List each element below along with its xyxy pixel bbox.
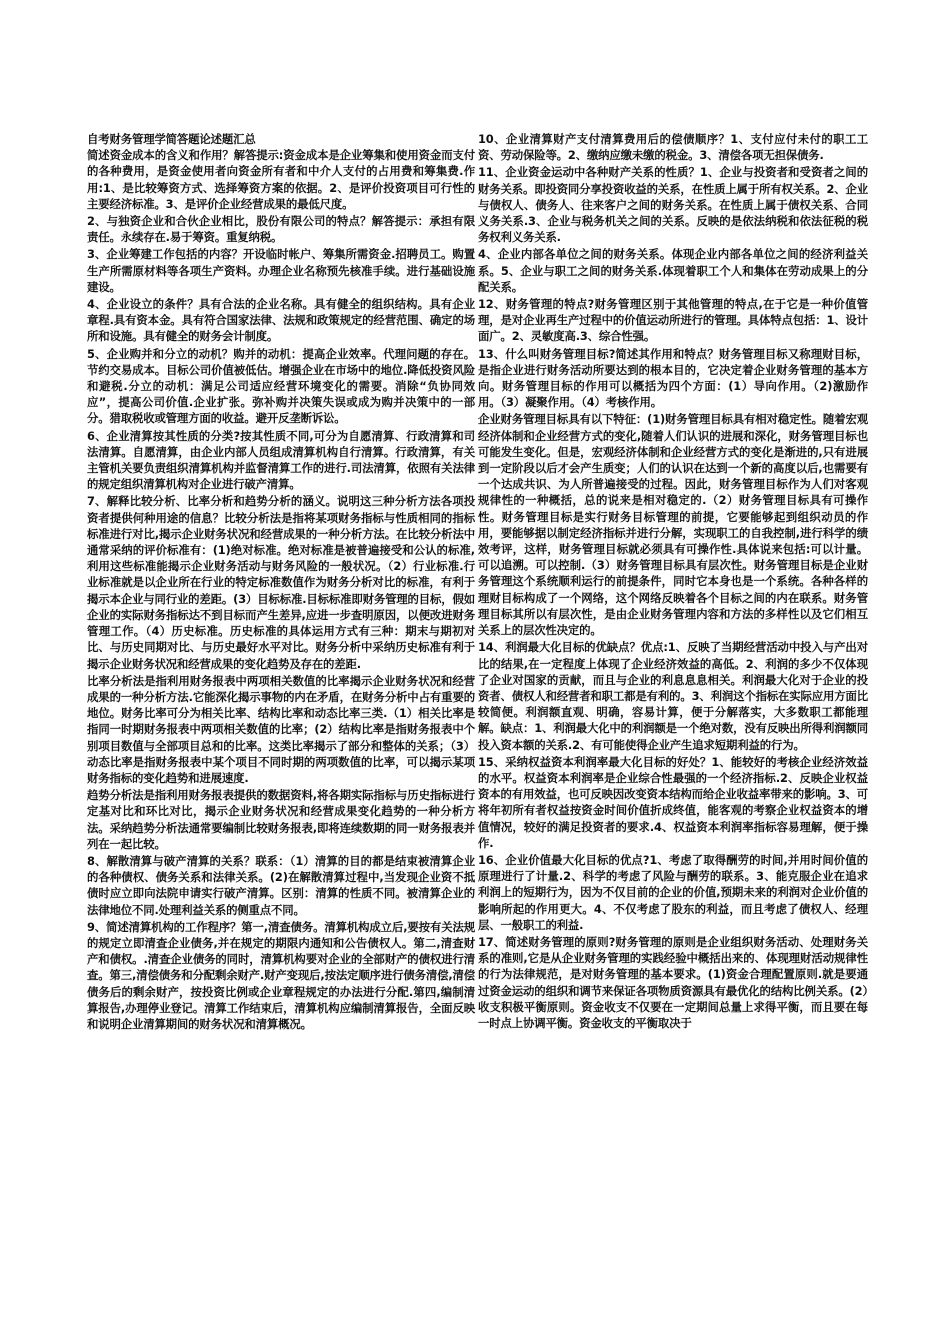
paragraph: 15、采纳权益资本利润率最大化目标的好处？1、能较好的考核企业经济效益的水平。权益资本利润率是企业综合性最强的一个经济指标.2、反映企业权益资本的有用效益，也可反映因改变资本结构而给企业收益率带来的影响。3、可将年初所有者权益按资金时间价值折成终值，能客观的考察企业权益资本的增值情况，较好的满足投资者的要求.4、权益资本利润率指标容易理解，便于操作. — [478, 754, 868, 850]
paragraph: 企业财务管理目标具有以下特征：(1)财务管理目标具有相对稳定性。随着宏观经济体制和企业经营方式的变化,随着人们认识的进展和深化，财务管理目标也可能发生变化。但是，宏观经济体制和企业经营方式的变化是渐进的,只有进展到一定阶段以后才会产生质变；人们的认识在达到一个新的高度以后,也需要有一个达成共识、为人所普遍接受的过程。因此，财务管理目标作为人们对客观规律性的一种概括，总的说来是相对稳定的.（2）财务管理目标具有可操作性。财务管理目标是实行财务目标管理的前提，它要能够起到组织动员的作用，要能够据以制定经济指标并进行分解，实现职工的自我控制,进行科学的绩效考评，这样，财务管理目标就必须具有可操作性.具体说来包括:可以计量。可以追溯。可以控制.（3）财务管理目标具有层次性。财务管理目标是企业财务管理这个系统顺利运行的前提条件，同时它本身也是一个系统。各种各样的理财目标构成了一个网络，这个网络反映着各个目标之间的内在联系。财务管理目标其所以有层次性，是由企业财务管理内容和方法的多样性以及它们相互关系上的层次性决定的。 — [478, 412, 868, 638]
paragraph: 趋势分析法是指利用财务报表提供的数据资料,将各期实际指标与历史指标进行定基对比和环比对比，揭示企业财务状况和经营成果变化趋势的一种分析方法。采纳趋势分析法通常要编制比较财务报表,即将连续数期的同一财务报表并列在一起比较。 — [87, 788, 475, 851]
paragraph: 14、利润最大化目标的优缺点？优点:1、反映了当期经营活动中投入与产出对比的结果,在一定程度上体现了企业经济效益的高低。2、利润的多少不仅体现了企业对国家的贡献，而且与企业的利息息息相关。利润最大化对于企业的投资者、债权人和经营者和职工都是有利的。3、利润这个指标在实际应用方面比较简便。利润额直观、明确，容易计算，便于分解落实，大多数职工都能理解。缺点：1、利润最大化中的利润额是一个绝对数，没有反映出所得利润额同投入资本额的关系.2、有可能使得企业产生追求短期利益的行为。 — [478, 640, 868, 752]
right-column — [478, 131, 868, 1032]
left-column — [87, 131, 475, 1033]
paragraph: 8、解散清算与破产清算的关系？联系：（1）清算的目的都是结束被清算企业的各种债权、债务关系和法律关系。(2)在解散清算过程中,当发现企业资不抵债时应立即向法院申请实行破产清算。区别：清算的性质不同。被清算企业的法律地位不同.处理利益关系的侧重点不同。 — [87, 853, 475, 917]
paragraph: 11、企业资金运动中各种财产关系的性质？1、企业与投资者和受资者之间的财务关系。即投资同分享投资收益的关系，在性质上属于所有权关系。2、企业与债权人、债务人、往来客户之间的财务关系。在性质上属于债权关系、合同义务关系.3、企业与税务机关之间的关系。反映的是依法纳税和依法征税的税务权利义务关系. — [478, 165, 868, 245]
paragraph: 4、企业设立的条件？具有合法的企业名称。具有健全的组织结构。具有企业章程.具有资本金。具有符合国家法律、法规和政策规定的经营范围、确定的场所和设施。具有健全的财务会计制度。 — [87, 297, 475, 344]
paragraph: 6、企业清算按其性质的分类?按其性质不同,可分为自愿清算、行政清算和司法清算。自愿清算，由企业内部人员组成清算机构自行清算。行政清算，有关主管机关要负责组织清算机构并监督清算工作的进行.司法清算，依照有关法律的规定组织清算机构对企业进行破产清算。 — [87, 428, 475, 492]
paragraph: 17、简述财务管理的原则?财务管理的原则是企业组织财务活动、处理财务关系的准则,它是从企业财务管理的实践经验中概括出来的、体现理财活动规律性的行为法律规范，是对财务管理的基本要求。(1)资金合理配置原则.就是要通过资金运动的组织和调节来保证各项物质资源具有最优化的结构比例关系。(2）收支积极平衡原则。资金收支不仅要在一定期间总量上求得平衡，而且要在每一时点上协调平衡。资金收支的平衡取决于 — [478, 934, 868, 1030]
paragraph: 比率分析法是指利用财务报表中两项相关数值的比率揭示企业财务状况和经营成果的一种分析方法.它能深化揭示事物的内在矛盾，在财务分析中占有重要的地位。财务比率可分为相关比率、结构比率和动态比率三类.（1）相关比率是指同一时期财务报表中两项相关数值的比率；(2）结构比率是指财务报表中个别项目数值与全部项目总和的比率。这类比率揭示了部分和整体的关系；（3）动态比率是指财务报表中某个项目不同时期的两项数值的比率，可以揭示某项财务指标的变化趋势和进展速度. — [87, 673, 475, 785]
paragraph: 16、企业价值最大化目标的优点?1、考虑了取得酬劳的时间,并用时间价值的原理进行了计量.2、科学的考虑了风险与酬劳的联系。3、能克服企业在追求利润上的短期行为，因为不仅目前的企业的价值,预期未来的利润对企业价值的影响所起的作用更大。4、不仅考虑了股东的利益，而且考虑了债权人、经理层、一般职工的利益. — [478, 852, 868, 932]
paragraph: 12、财务管理的特点?财务管理区别于其他管理的特点,在于它是一种价值管理，是对企业再生产过程中的价值运动所进行的管理。具体特点包括：1、设计面广。2、灵敏度高.3、综合性强。 — [478, 297, 868, 344]
document-title: 自考财务管理学简答题论述题汇总 — [87, 132, 256, 146]
paragraph: 7、解释比较分析、比率分析和趋势分析的涵义。说明这三种分析方法各项投资者提供何种用途的信息？比较分析法是指将某项财务指标与性质相同的指标标准进行对比,揭示企业财务状况和经营成果的一种分析方法。在比较分析法中通常采纳的评价标准有：(1)绝对标准。绝对标准是被普遍接受和公认的标准,利用这些标准能揭示企业财务活动与财务风险的一般状况。（2）行业标准.行业标准就是以企业所在行业的特定标准数值作为财务分析对比的标准，有利于揭示本企业与同行业的差距。(3）目标标准.目标标准即财务管理的目标，假如企业的实际财务指标达不到目标而产生差异,应进一步查明原因，以便改进财务管理工作。（4）历史标准。历史标准的具体运用方式有三种：期末与期初对比、与历史同期对比、与历史最好水平对比。财务分析中采纳历史标准有利于揭示企业财务状况和经营成果的变化趋势及存在的差距. — [87, 494, 475, 671]
paragraph: 10、企业清算财产支付清算费用后的偿债顺序？1、支付应付未付的职工工资、劳动保险等。2、缴纳应缴未缴的税金。3、清偿各项无担保债务. — [478, 132, 868, 163]
paragraph: 9、简述清算机构的工作程序？第一,清查债务。清算机构成立后,要按有关法规的规定立即清查企业债务,并在规定的期限内通知和公告债权人。第二,清查财产和债权。.清查企业债务的同时，清算机构要对企业的全部财产的债权进行清查。第三,清偿债务和分配剩余财产.财产变现后,按法定顺序进行债务清偿,清偿债务后的剩余财产，按投资比例或企业章程规定的办法进行分配.第四,编制清算报告,办理停业登记。清算工作结束后，清算机构应编制清算报告，全面反映和说明企业清算期间的财务状况和清算概况。 — [87, 919, 475, 1031]
paragraph: 13、什么叫财务管理目标?简述其作用和特点？财务管理目标又称理财目标，是指企业进行财务活动所要达到的根本目的，它决定着企业财务管理的基本方向。财务管理目标的作用可以概括为四个方面：(1）导向作用。（2)激励作用。（3）凝聚作用。（4）考核作用。 — [478, 346, 868, 410]
paragraph: 3、企业筹建工作包括的内容？开设临时帐户、筹集所需资金.招聘员工。购置生产所需原材料等各项生产资料。办理企业名称预先核准手续。进行基础设施建设。 — [87, 247, 475, 294]
paragraph: 5、企业购并和分立的动机？购并的动机：提高企业效率。代理问题的存在。节约交易成本。目标公司价值被低估。增强企业在市场中的地位.降低投资风险和避税.分立的动机：满足公司适应经营环境变化的需要。消除“负协同效应”，提高公司价值.企业扩张。弥补购并决策失误或成为购并决策中的一部分。猎取税收或管理方面的收益。避开反垄断诉讼。 — [87, 346, 475, 426]
paragraph: 4、企业内部各单位之间的财务关系。体现企业内部各单位之间的经济利益关系。5、企业与职工之间的财务关系.体现着职工个人和集体在劳动成果上的分配关系。 — [478, 247, 868, 294]
paragraph: 2、与独资企业和合伙企业相比，股份有限公司的特点？解答提示：承担有限责任。永续存在.易于筹资。重复纳税。 — [87, 214, 475, 245]
paragraph: 简述资金成本的含义和作用？解答提示:资金成本是企业筹集和使用资金而支付的各种费用，是资金使用者向资金所有者和中介人支付的占用费和筹集费.作用:1、是比较筹资方式、选择筹资方案的依据。2、是评价投资项目可行性的主要经济标准。3、是评价企业经营成果的最低尺度。 — [87, 148, 475, 211]
